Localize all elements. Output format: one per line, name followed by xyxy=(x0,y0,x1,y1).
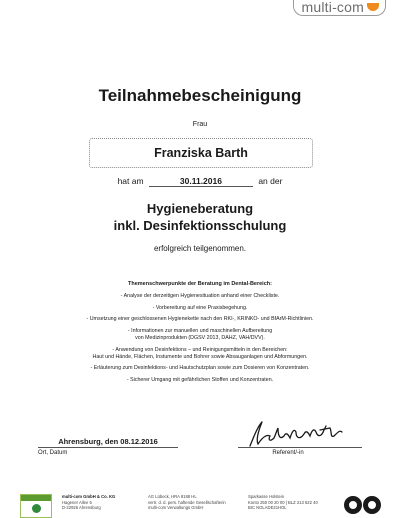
referent-signature xyxy=(246,418,346,448)
place-date-line xyxy=(38,447,178,448)
footer-company-name: multi-com GmbH & Co. KG xyxy=(62,494,116,499)
place-date-label: Ort, Datum xyxy=(38,450,68,456)
footer-bank-name: Sparkasse Holstein xyxy=(248,494,285,499)
date-prefix: hat am xyxy=(117,176,144,186)
footer-registry-line: AG Lübeck, HRA 8188 HL xyxy=(148,494,197,499)
completion-text: erfolgreich teilgenommen. xyxy=(153,244,247,253)
participation-date: 30.11.2016 xyxy=(149,176,253,187)
referent-label: Referent/-in xyxy=(272,450,304,456)
footer-registry xyxy=(148,494,226,511)
footer-company-city: D-22926 Ahrensburg xyxy=(62,505,101,511)
footer xyxy=(0,492,400,516)
footer-bank-bic: BIC NOLADE21HOL xyxy=(248,505,287,511)
footer-company-street: Hagener Allee 5 xyxy=(62,499,92,505)
focus-item: - Analyse der derzeitigen Hygienesituation anhand einer Checkliste. xyxy=(120,293,280,299)
participant-name: Franziska Barth xyxy=(89,138,313,168)
course-topic-line1: Hygieneberatung xyxy=(146,201,254,216)
focus-list xyxy=(20,293,380,389)
focus-item: - Sicherer Umgang mit gefährlichen Stoffen und Konzentraten. xyxy=(126,376,274,383)
focus-heading: Themenschwerpunkte der Beratung im Dental-Bereich: xyxy=(128,281,272,287)
focus-item: - Informationen zur manuellen und maschinellen Aufbereitung von Medizinprodukten (DGSV 2013, DAHZ, VAH/DVV). xyxy=(127,327,273,341)
salutation: Frau xyxy=(192,121,208,128)
footer-registry-line: vertr. d. d. pers. haftende Gesellschafterin xyxy=(148,499,226,505)
certificate-title: Teilnahmebescheinigung xyxy=(98,86,302,105)
participation-date-line xyxy=(0,176,400,187)
course-topic xyxy=(0,200,400,234)
footer-bank xyxy=(248,494,318,511)
footer-company xyxy=(62,494,115,511)
place-date: Ahrensburg, den 08.12.2016 xyxy=(58,437,158,446)
focus-item: - Umsetzung einer geschlossenen Hygienekette nach den RKI-, KRINKO- und BfArM-Richtlinien. xyxy=(86,316,314,323)
logo-wordmark xyxy=(293,0,386,16)
focus-item: - Anwendung von Desinfektions – und Reinigungsmitteln in den Bereichen: Haut und Hände, Flächen, Instumente und Bohrer sowie Absauganlagen und Abformungen. xyxy=(92,346,308,360)
certification-badge-icon xyxy=(20,494,52,518)
course-topic-line2: inkl. Desinfektionsschulung xyxy=(113,218,287,233)
referent-line xyxy=(238,447,362,448)
date-suffix: an der xyxy=(258,176,283,186)
logo-mark-icon xyxy=(367,3,379,11)
logo-text: multi-com xyxy=(301,0,364,15)
company-logo xyxy=(293,0,386,16)
focus-item: - Erläuterung zum Desinfektions- und Hautschutzplan sowie zum Dosieren von Konzentraten. xyxy=(90,365,310,372)
footer-logo-mark-icon xyxy=(344,496,384,516)
footer-bank-account: Konto 250 00 20 00 | BLZ 213 522 40 xyxy=(248,499,318,505)
footer-registry-line: multi-com Verwaltungs GmbH xyxy=(148,505,204,511)
focus-item: - Vorbereitung auf eine Praxisbegehung. xyxy=(152,304,248,311)
